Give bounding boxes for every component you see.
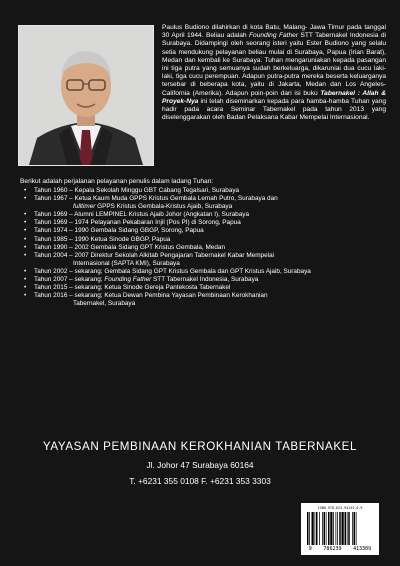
timeline-text: Tahun 1974 – 1990 Gembala Sidang GBGP, Sorong, Papua [34, 227, 204, 235]
timeline-text: Tahun 2015 – sekarang; Ketua Sinode Gereja Pantekosta Tabernakel [34, 284, 231, 292]
barcode-icon [307, 512, 373, 545]
publisher-name: YAYASAN PEMBINAAN KEROKHANIAN TABERNAKEL [42, 440, 358, 453]
bio-text: STT Tabernakel Indonesia di Surabaya. Didampingi oleh seorang isteri yaitu Ester Budiono yang selalu setia mendukung pelayanan beliau mulai di Surabaya, Papua (Irian Barat), Medan dan kembali ke Surabaya. Tuhan mengaruniakan kepada pasangan ini tiga putra yang semuanya sudah berkeluarga, dikaruniai dua cucu laki-laki, tiga cucu perempuan. Adapun putra-putra mereka beserta keluarganya tersebar di beberapa kota, yaitu di Jakarta, Medan dan Los Angeles-California (Amerika). Adapun poin-poin dari isi buku [162, 32, 386, 97]
timeline-item [20, 268, 386, 276]
author-photo [18, 25, 154, 166]
timeline-italic: fulltimer [73, 203, 96, 211]
barcode-bar [328, 512, 330, 545]
timeline-item [20, 219, 386, 227]
barcode-bar [319, 512, 320, 545]
timeline-item [20, 211, 386, 219]
barcode-bar [326, 512, 327, 545]
timeline-item [20, 244, 386, 252]
bio-paragraph [162, 24, 386, 122]
timeline-item [20, 236, 386, 244]
isbn-barcode [301, 503, 379, 555]
timeline-text: Tahun 2007 – sekarang; [34, 276, 105, 284]
publisher-address: Jl. Johor 47 Surabaya 60164 [146, 460, 254, 470]
barcode-bar [315, 512, 316, 545]
barcode-bar [342, 512, 344, 545]
timeline-text: Tahun 2002 – sekarang; Gembala Sidang GPT Kristus Gembala dan GPT Kristus Ajaib, Surabaya [34, 267, 311, 275]
barcode-bar [339, 512, 341, 545]
timeline-text: STT Tabernakel Indonesia, Surabaya [151, 276, 259, 284]
barcode-bar [312, 512, 314, 545]
publisher-block [0, 440, 400, 486]
ministry-intro: Berikut adalah perjalanan pelayanan penulis dalam ladang Tuhan: [20, 178, 214, 185]
bio-book-title: Tabernakel : Allah & Proyek-Nya [162, 89, 386, 105]
bio-text: ini telah diseminarkan kepada para hamba-hamba Tuhan yang hadir pada acara Seminar Tabernakel pada tahun 2013 yang diselenggarakan oleh Badan Pelaksana Kabar Mempelai Internasional. [162, 97, 386, 122]
timeline-item [20, 195, 386, 211]
timeline-italic: Founding Father [104, 276, 152, 284]
barcode-bar [330, 512, 332, 545]
timeline-text: Tahun 2004 – 2007 Direktur Sekolah Alkitab Pengajaran Tabernakel Kabar Mempelai [34, 251, 275, 259]
barcode-bar [309, 512, 310, 545]
timeline-text: Tahun 1967 – Ketua Kaum Muda GPPS Kristus Gembala Lemah Putro, Surabaya dan [34, 195, 278, 203]
bio-text: Paulus Budiono dilahirkan di kota Batu, Malang- Jawa Timur pada tanggal 30 April 1944. Beliau adalah [162, 24, 386, 40]
barcode-bar [352, 512, 353, 545]
timeline-text: Tahun 1969 – 1974 Pelayanan Pekabaran Injil (Pos PI) di Sorong, Papua [34, 219, 241, 227]
timeline-item [20, 227, 386, 235]
barcode-bar [337, 512, 338, 545]
timeline-item [20, 284, 386, 292]
timeline-text: Tahun 1969 – Alumni LEMPINEL Kristus Ajaib Johor (Angkatan I), Surabaya [34, 211, 250, 219]
author-biography [162, 24, 386, 122]
isbn-label: ISBN 978-623-94133-0-9 [317, 506, 363, 510]
timeline-text: Tahun 1990 – 2002 Gembala Sidang GPT Kristus Gembala, Medan [34, 243, 226, 251]
timeline-text: Tahun 1985 – 1990 Ketua Sinode GBGP, Papua [34, 235, 171, 243]
timeline-text: Tabernakel, Surabaya [73, 300, 136, 308]
barcode-bar [347, 512, 348, 545]
timeline-item [20, 276, 386, 284]
barcode-bar [324, 512, 326, 545]
barcode-bar [322, 512, 323, 545]
bio-italic-founding-father: Founding Father [249, 32, 299, 40]
barcode-bar [356, 512, 357, 545]
barcode-digit-right: 413309 [353, 546, 372, 552]
timeline-text: Internasional (SAPTA KMI), Surabaya [73, 259, 180, 267]
timeline-item [20, 292, 386, 308]
author-portrait-image [19, 26, 153, 165]
barcode-bar [345, 512, 347, 545]
barcode-bar [348, 512, 350, 545]
publisher-phone: T. +6231 355 0108 F. +6231 353 3303 [129, 476, 271, 486]
timeline-item [20, 252, 386, 268]
barcode-bar [333, 512, 334, 545]
timeline-text: Tahun 1960 – Kepala Sekolah Minggu GBT Cabang Tegalsari, Surabaya [34, 187, 240, 194]
barcode-bar [354, 512, 356, 545]
barcode-bar [336, 512, 337, 545]
barcode-bar [307, 512, 309, 545]
timeline-text: Tahun 2016 – sekarang; Ketua Dewan Pembina Yayasan Pembinaan Kerokhanian [34, 292, 268, 300]
barcode-digit-prefix: 9 [308, 546, 312, 552]
barcode-bar [316, 512, 318, 545]
timeline-text: GPPS Kristus Gembala-Kristus Ajaib, Surabaya [95, 203, 233, 211]
timeline-item [20, 187, 386, 195]
barcode-digits [301, 546, 379, 552]
ministry-timeline [20, 187, 386, 308]
barcode-digit-left: 786239 [323, 546, 342, 552]
